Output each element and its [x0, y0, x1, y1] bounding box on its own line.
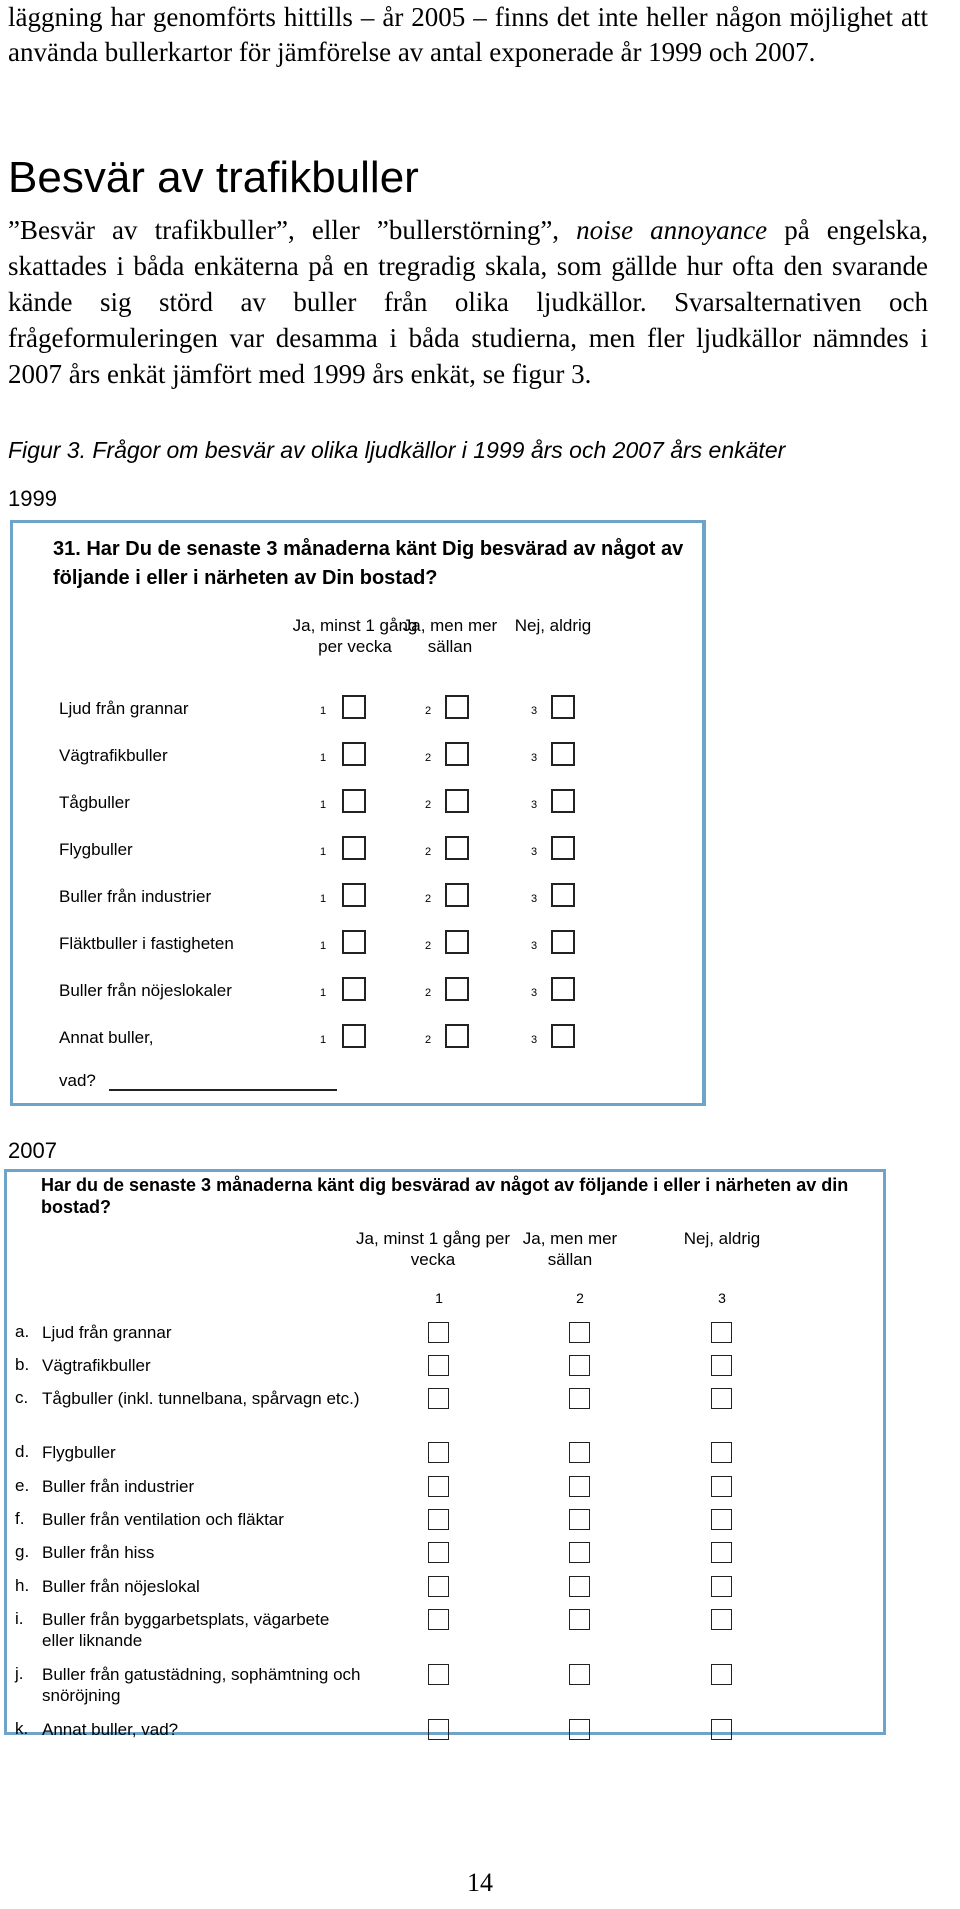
row-label: Annat buller, vad? — [42, 1720, 179, 1739]
checkbox-option-2[interactable] — [569, 1664, 590, 1685]
checkbox-option-1[interactable] — [342, 695, 366, 719]
checkbox-option-3[interactable] — [551, 1024, 575, 1048]
checkbox-option-3[interactable] — [551, 977, 575, 1001]
row-label: Ljud från grannar — [59, 699, 189, 718]
page-number: 14 — [467, 1868, 493, 1897]
row-label: Vägtrafikbuller — [59, 746, 168, 765]
column-header-2: Ja, men mer sällan — [402, 616, 498, 656]
option-number: 2 — [425, 940, 432, 952]
para-end: på engelska, skattades i båda enkäterna på en tregradig skala, som gällde hur ofta den svarande kände sig störd av buller från olika ljudkällor. Svarsalternativen och frågeformuleringen var desamma i båda studierna, men fler ljudkällor nämndes i 2007 års enkät jämfört med 1999 års enkät, se figur 3. — [8, 215, 928, 389]
checkbox-option-3[interactable] — [551, 695, 575, 719]
checkbox-option-2[interactable] — [445, 789, 469, 813]
row-letter: b. — [15, 1355, 30, 1374]
option-number: 1 — [320, 705, 327, 717]
row-label: Annat buller, — [59, 1028, 154, 1047]
row-letter: d. — [15, 1442, 30, 1461]
row-letter: h. — [15, 1576, 30, 1595]
form-1999-row — [13, 883, 703, 913]
year-label-1999: 1999 — [8, 486, 57, 511]
column-header-3: Nej, aldrig — [683, 1229, 761, 1248]
checkbox-option-1[interactable] — [428, 1476, 449, 1497]
row-letter: j. — [15, 1664, 24, 1683]
option-number: 3 — [531, 752, 538, 764]
para-start: ”Besvär av trafikbuller”, eller ”bullerstörning”, — [8, 215, 577, 245]
column-number-3: 3 — [718, 1290, 726, 1306]
form-1999-row — [13, 930, 703, 960]
option-number: 2 — [425, 705, 432, 717]
option-number: 2 — [425, 1034, 432, 1046]
checkbox-option-2[interactable] — [569, 1719, 590, 1740]
checkbox-option-2[interactable] — [445, 977, 469, 1001]
form-1999-row — [13, 789, 703, 819]
checkbox-option-1[interactable] — [342, 742, 366, 766]
checkbox-option-3[interactable] — [711, 1664, 732, 1685]
option-number: 1 — [320, 940, 327, 952]
body-paragraph — [8, 212, 928, 392]
row-label: Vägtrafikbuller — [42, 1356, 151, 1375]
checkbox-option-1[interactable] — [342, 977, 366, 1001]
option-number: 1 — [320, 893, 327, 905]
row-letter: c. — [15, 1388, 29, 1407]
checkbox-option-1[interactable] — [428, 1609, 449, 1630]
checkbox-option-1[interactable] — [428, 1719, 449, 1740]
checkbox-option-3[interactable] — [711, 1388, 732, 1409]
checkbox-option-1[interactable] — [428, 1509, 449, 1530]
option-number: 2 — [425, 846, 432, 858]
row-letter: e. — [15, 1476, 30, 1495]
checkbox-option-2[interactable] — [445, 836, 469, 860]
checkbox-option-1[interactable] — [428, 1388, 449, 1409]
row-label: Tågbuller — [59, 793, 130, 812]
checkbox-option-2[interactable] — [445, 695, 469, 719]
checkbox-option-2[interactable] — [569, 1355, 590, 1376]
checkbox-option-2[interactable] — [569, 1442, 590, 1463]
row-letter: f. — [15, 1509, 25, 1528]
vad-label: vad? — [59, 1071, 96, 1090]
column-header-2: Ja, men mer sällan — [522, 1229, 618, 1269]
form-1999-row — [13, 742, 703, 772]
checkbox-option-3[interactable] — [551, 883, 575, 907]
checkbox-option-3[interactable] — [711, 1322, 732, 1343]
row-label: Ljud från grannar — [42, 1323, 172, 1342]
form-1999-row — [13, 695, 703, 725]
intro-paragraph: läggning har genomförts hittills – år 2005 – finns det inte heller någon möjlighet att använda bullerkartor för jämförelse av antal exponerade år 1999 och 2007. — [8, 2, 928, 67]
year-label-2007: 2007 — [8, 1138, 57, 1163]
figure-caption: Figur 3. Frågor om besvär av olika ljudkällor i 1999 års och 2007 års enkäter — [8, 437, 786, 463]
row-label: Buller från industrier — [42, 1477, 195, 1496]
row-letter: k. — [15, 1719, 29, 1738]
para-italic: noise annoyance — [576, 215, 768, 245]
checkbox-option-3[interactable] — [711, 1355, 732, 1376]
row-label: Flygbuller — [42, 1443, 116, 1462]
row-label: Tågbuller (inkl. tunnelbana, spårvagn etc.) — [42, 1389, 360, 1408]
option-number: 1 — [320, 846, 327, 858]
checkbox-option-1[interactable] — [428, 1542, 449, 1563]
row-label: Buller från gatustädning, sophämtning och snöröjning — [42, 1665, 361, 1705]
checkbox-option-3[interactable] — [711, 1509, 732, 1530]
row-label: Buller från industrier — [59, 887, 212, 906]
option-number: 3 — [531, 987, 538, 999]
row-letter: g. — [15, 1542, 30, 1561]
row-label: Flygbuller — [59, 840, 133, 859]
vad-line — [109, 1089, 337, 1091]
checkbox-option-2[interactable] — [445, 1024, 469, 1048]
option-number: 1 — [320, 1034, 327, 1046]
checkbox-option-3[interactable] — [551, 789, 575, 813]
checkbox-option-3[interactable] — [711, 1576, 732, 1597]
checkbox-option-1[interactable] — [428, 1442, 449, 1463]
question-2007: Har du de senaste 3 månaderna känt dig besvärad av något av följande i eller i närheten av din bostad? — [41, 1175, 849, 1217]
checkbox-option-2[interactable] — [569, 1322, 590, 1343]
option-number: 1 — [320, 799, 327, 811]
checkbox-option-2[interactable] — [569, 1509, 590, 1530]
checkbox-option-2[interactable] — [445, 930, 469, 954]
checkbox-option-2[interactable] — [569, 1388, 590, 1409]
column-header-1: Ja, minst 1 gång per vecka — [292, 616, 418, 656]
row-letter: i. — [15, 1609, 24, 1628]
checkbox-option-1[interactable] — [342, 1024, 366, 1048]
checkbox-option-3[interactable] — [711, 1719, 732, 1740]
questionnaire-1999 — [10, 520, 706, 1106]
checkbox-option-2[interactable] — [445, 742, 469, 766]
form-1999-row — [13, 977, 703, 1007]
row-label: Buller från nöjeslokaler — [59, 981, 232, 1000]
row-label: Buller från nöjeslokal — [42, 1577, 200, 1596]
questionnaire-2007 — [4, 1169, 886, 1739]
checkbox-option-1[interactable] — [428, 1664, 449, 1685]
checkbox-option-1[interactable] — [428, 1355, 449, 1376]
row-label: Buller från ventilation och fläktar — [42, 1510, 284, 1529]
option-number: 1 — [320, 752, 327, 764]
checkbox-option-3[interactable] — [551, 836, 575, 860]
option-number: 3 — [531, 705, 538, 717]
checkbox-option-3[interactable] — [551, 742, 575, 766]
checkbox-option-3[interactable] — [711, 1476, 732, 1497]
row-letter: a. — [15, 1322, 30, 1341]
section-heading: Besvär av trafikbuller — [8, 153, 419, 202]
column-number-1: 1 — [435, 1290, 443, 1306]
checkbox-option-1[interactable] — [428, 1322, 449, 1343]
option-number: 2 — [425, 752, 432, 764]
checkbox-option-2[interactable] — [569, 1609, 590, 1630]
question-1999: 31. Har Du de senaste 3 månaderna känt Dig besvärad av något av följande i eller i närheten av Din bostad? — [53, 538, 684, 589]
checkbox-option-1[interactable] — [342, 883, 366, 907]
option-number: 3 — [531, 799, 538, 811]
column-number-2: 2 — [576, 1290, 584, 1306]
option-number: 2 — [425, 987, 432, 999]
checkbox-option-2[interactable] — [569, 1542, 590, 1563]
column-header-3: Nej, aldrig — [514, 616, 592, 635]
option-number: 3 — [531, 893, 538, 905]
option-number: 1 — [320, 987, 327, 999]
checkbox-option-1[interactable] — [428, 1576, 449, 1597]
checkbox-option-3[interactable] — [551, 930, 575, 954]
checkbox-option-3[interactable] — [711, 1442, 732, 1463]
form-1999-row — [13, 1024, 703, 1054]
row-label: Buller från hiss — [42, 1543, 155, 1562]
checkbox-option-2[interactable] — [569, 1576, 590, 1597]
option-number: 3 — [531, 1034, 538, 1046]
checkbox-option-3[interactable] — [711, 1609, 732, 1630]
option-number: 3 — [531, 940, 538, 952]
row-label: Fläktbuller i fastigheten — [59, 934, 234, 953]
checkbox-option-2[interactable] — [445, 883, 469, 907]
checkbox-option-2[interactable] — [569, 1476, 590, 1497]
option-number: 2 — [425, 893, 432, 905]
row-label: Buller från byggarbetsplats, vägarbete eller liknande — [42, 1610, 330, 1650]
checkbox-option-1[interactable] — [342, 836, 366, 860]
option-number: 2 — [425, 799, 432, 811]
option-number: 3 — [531, 846, 538, 858]
checkbox-option-1[interactable] — [342, 930, 366, 954]
checkbox-option-3[interactable] — [711, 1542, 732, 1563]
checkbox-option-1[interactable] — [342, 789, 366, 813]
form-1999-row — [13, 836, 703, 866]
column-header-1: Ja, minst 1 gång per vecka — [355, 1229, 511, 1269]
